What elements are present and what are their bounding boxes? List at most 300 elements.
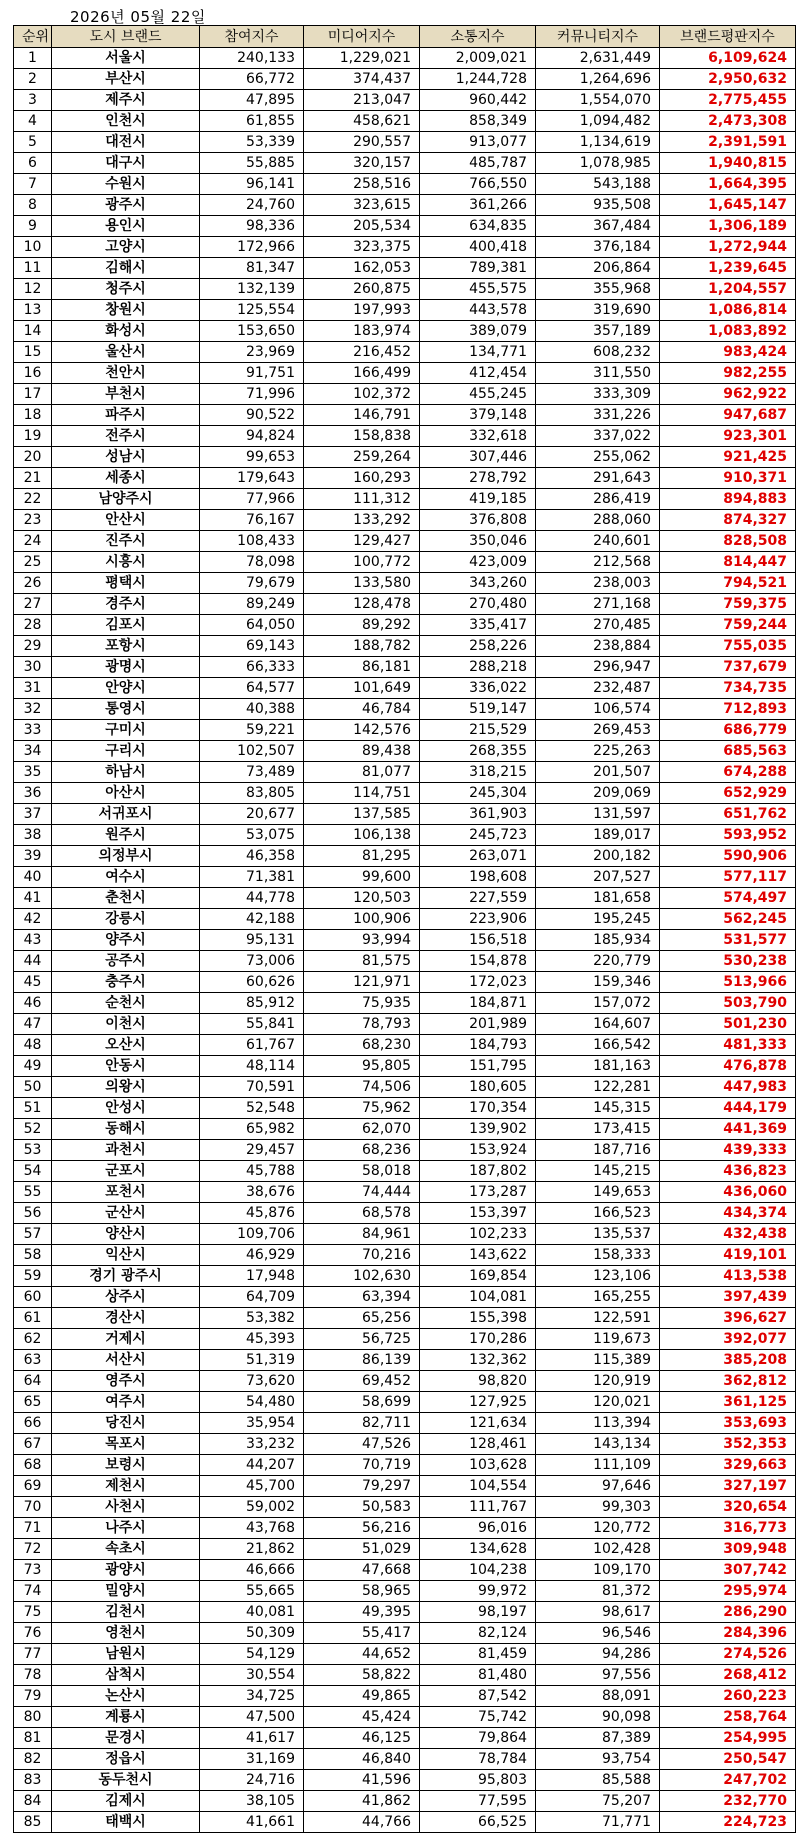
table-row (14, 405, 796, 426)
rank-cell: 69 (14, 1476, 52, 1497)
participation-cell: 44,207 (200, 1455, 304, 1476)
brand-index-cell: 284,396 (660, 1623, 796, 1644)
table-row (14, 867, 796, 888)
brand-index-cell: 712,893 (660, 699, 796, 720)
city-name-cell: 동해시 (52, 1119, 200, 1140)
table-row (14, 678, 796, 699)
community-cell: 543,188 (536, 174, 660, 195)
community-cell: 93,754 (536, 1749, 660, 1770)
media-cell: 51,029 (304, 1539, 420, 1560)
rank-cell: 17 (14, 384, 52, 405)
table-row (14, 888, 796, 909)
rank-cell: 84 (14, 1791, 52, 1812)
communication-cell: 180,605 (420, 1077, 536, 1098)
brand-index-cell: 413,538 (660, 1266, 796, 1287)
communication-cell: 102,233 (420, 1224, 536, 1245)
rank-cell: 57 (14, 1224, 52, 1245)
communication-cell: 268,355 (420, 741, 536, 762)
media-cell: 320,157 (304, 153, 420, 174)
city-name-cell: 울산시 (52, 342, 200, 363)
rank-cell: 20 (14, 447, 52, 468)
communication-cell: 288,218 (420, 657, 536, 678)
city-name-cell: 공주시 (52, 951, 200, 972)
brand-index-cell: 983,424 (660, 342, 796, 363)
table-row (14, 825, 796, 846)
community-cell: 111,109 (536, 1455, 660, 1476)
rank-cell: 58 (14, 1245, 52, 1266)
city-name-cell: 충주시 (52, 972, 200, 993)
media-cell: 70,719 (304, 1455, 420, 1476)
brand-index-cell: 501,230 (660, 1014, 796, 1035)
table-row (14, 1497, 796, 1518)
rank-cell: 79 (14, 1686, 52, 1707)
communication-cell: 127,925 (420, 1392, 536, 1413)
media-cell: 44,766 (304, 1812, 420, 1833)
brand-index-cell: 1,272,944 (660, 237, 796, 258)
community-cell: 157,072 (536, 993, 660, 1014)
community-cell: 85,588 (536, 1770, 660, 1791)
participation-cell: 90,522 (200, 405, 304, 426)
city-name-cell: 김천시 (52, 1602, 200, 1623)
table-row (14, 1140, 796, 1161)
community-cell: 109,170 (536, 1560, 660, 1581)
brand-index-cell: 2,950,632 (660, 69, 796, 90)
media-cell: 162,053 (304, 258, 420, 279)
community-cell: 255,062 (536, 447, 660, 468)
header-communication-index: 소통지수 (420, 26, 536, 48)
city-name-cell: 세종시 (52, 468, 200, 489)
participation-cell: 179,643 (200, 468, 304, 489)
brand-index-cell: 254,995 (660, 1728, 796, 1749)
city-name-cell: 광명시 (52, 657, 200, 678)
brand-index-cell: 397,439 (660, 1287, 796, 1308)
table-row (14, 1371, 796, 1392)
community-cell: 181,163 (536, 1056, 660, 1077)
brand-index-cell: 910,371 (660, 468, 796, 489)
media-cell: 50,583 (304, 1497, 420, 1518)
table-row (14, 1266, 796, 1287)
media-cell: 129,427 (304, 531, 420, 552)
city-name-cell: 태백시 (52, 1812, 200, 1833)
city-name-cell: 부산시 (52, 69, 200, 90)
brand-index-cell: 923,301 (660, 426, 796, 447)
media-cell: 100,772 (304, 552, 420, 573)
city-name-cell: 하남시 (52, 762, 200, 783)
brand-index-cell: 921,425 (660, 447, 796, 468)
table-row (14, 342, 796, 363)
communication-cell: 201,989 (420, 1014, 536, 1035)
table-row (14, 153, 796, 174)
participation-cell: 61,855 (200, 111, 304, 132)
participation-cell: 33,232 (200, 1434, 304, 1455)
media-cell: 58,965 (304, 1581, 420, 1602)
participation-cell: 30,554 (200, 1665, 304, 1686)
city-name-cell: 논산시 (52, 1686, 200, 1707)
participation-cell: 24,716 (200, 1770, 304, 1791)
city-name-cell: 사천시 (52, 1497, 200, 1518)
table-row (14, 951, 796, 972)
city-name-cell: 통영시 (52, 699, 200, 720)
table-row (14, 1770, 796, 1791)
participation-cell: 54,480 (200, 1392, 304, 1413)
community-cell: 238,003 (536, 573, 660, 594)
communication-cell: 75,742 (420, 1707, 536, 1728)
communication-cell: 82,124 (420, 1623, 536, 1644)
brand-index-cell: 759,244 (660, 615, 796, 636)
media-cell: 188,782 (304, 636, 420, 657)
media-cell: 65,256 (304, 1308, 420, 1329)
participation-cell: 40,388 (200, 699, 304, 720)
community-cell: 164,607 (536, 1014, 660, 1035)
communication-cell: 187,802 (420, 1161, 536, 1182)
table-row (14, 1665, 796, 1686)
brand-index-cell: 432,438 (660, 1224, 796, 1245)
rank-cell: 72 (14, 1539, 52, 1560)
community-cell: 1,134,619 (536, 132, 660, 153)
media-cell: 75,962 (304, 1098, 420, 1119)
community-cell: 75,207 (536, 1791, 660, 1812)
community-cell: 319,690 (536, 300, 660, 321)
table-row (14, 636, 796, 657)
media-cell: 323,615 (304, 195, 420, 216)
city-name-cell: 양산시 (52, 1224, 200, 1245)
table-row (14, 258, 796, 279)
table-row (14, 1035, 796, 1056)
city-name-cell: 파주시 (52, 405, 200, 426)
brand-index-cell: 247,702 (660, 1770, 796, 1791)
rank-cell: 68 (14, 1455, 52, 1476)
brand-index-cell: 441,369 (660, 1119, 796, 1140)
rank-cell: 14 (14, 321, 52, 342)
city-name-cell: 당진시 (52, 1413, 200, 1434)
community-cell: 159,346 (536, 972, 660, 993)
brand-index-cell: 286,290 (660, 1602, 796, 1623)
brand-index-cell: 794,521 (660, 573, 796, 594)
communication-cell: 423,009 (420, 552, 536, 573)
media-cell: 99,600 (304, 867, 420, 888)
city-name-cell: 김해시 (52, 258, 200, 279)
communication-cell: 77,595 (420, 1791, 536, 1812)
participation-cell: 94,824 (200, 426, 304, 447)
community-cell: 131,597 (536, 804, 660, 825)
header-media-index: 미디어지수 (304, 26, 420, 48)
communication-cell: 455,575 (420, 279, 536, 300)
participation-cell: 109,706 (200, 1224, 304, 1245)
brand-index-cell: 1,086,814 (660, 300, 796, 321)
brand-index-cell: 1,645,147 (660, 195, 796, 216)
table-row (14, 1056, 796, 1077)
rank-cell: 15 (14, 342, 52, 363)
brand-index-cell: 260,223 (660, 1686, 796, 1707)
communication-cell: 172,023 (420, 972, 536, 993)
header-city-brand: 도시 브랜드 (52, 26, 200, 48)
communication-cell: 143,622 (420, 1245, 536, 1266)
communication-cell: 151,795 (420, 1056, 536, 1077)
brand-index-cell: 734,735 (660, 678, 796, 699)
participation-cell: 53,075 (200, 825, 304, 846)
brand-index-cell: 1,204,557 (660, 279, 796, 300)
table-row (14, 972, 796, 993)
communication-cell: 79,864 (420, 1728, 536, 1749)
community-cell: 166,542 (536, 1035, 660, 1056)
community-cell: 200,182 (536, 846, 660, 867)
participation-cell: 47,500 (200, 1707, 304, 1728)
participation-cell: 95,131 (200, 930, 304, 951)
rank-cell: 63 (14, 1350, 52, 1371)
community-cell: 238,884 (536, 636, 660, 657)
rank-cell: 76 (14, 1623, 52, 1644)
table-row (14, 447, 796, 468)
brand-index-cell: 1,664,395 (660, 174, 796, 195)
rank-cell: 22 (14, 489, 52, 510)
media-cell: 114,751 (304, 783, 420, 804)
media-cell: 46,125 (304, 1728, 420, 1749)
community-cell: 232,487 (536, 678, 660, 699)
city-name-cell: 영천시 (52, 1623, 200, 1644)
community-cell: 145,315 (536, 1098, 660, 1119)
communication-cell: 81,480 (420, 1665, 536, 1686)
brand-index-cell: 361,125 (660, 1392, 796, 1413)
city-name-cell: 여수시 (52, 867, 200, 888)
brand-index-cell: 295,974 (660, 1581, 796, 1602)
media-cell: 70,216 (304, 1245, 420, 1266)
brand-index-cell: 258,764 (660, 1707, 796, 1728)
media-cell: 111,312 (304, 489, 420, 510)
communication-cell: 443,578 (420, 300, 536, 321)
rank-cell: 28 (14, 615, 52, 636)
media-cell: 146,791 (304, 405, 420, 426)
table-row (14, 1812, 796, 1833)
community-cell: 311,550 (536, 363, 660, 384)
participation-cell: 71,381 (200, 867, 304, 888)
table-row (14, 90, 796, 111)
brand-index-cell: 651,762 (660, 804, 796, 825)
communication-cell: 134,771 (420, 342, 536, 363)
community-cell: 106,574 (536, 699, 660, 720)
communication-cell: 154,878 (420, 951, 536, 972)
communication-cell: 336,022 (420, 678, 536, 699)
city-name-cell: 상주시 (52, 1287, 200, 1308)
participation-cell: 78,098 (200, 552, 304, 573)
brand-index-cell: 577,117 (660, 867, 796, 888)
communication-cell: 245,723 (420, 825, 536, 846)
city-name-cell: 구미시 (52, 720, 200, 741)
table-row (14, 321, 796, 342)
community-cell: 187,716 (536, 1140, 660, 1161)
rank-cell: 33 (14, 720, 52, 741)
participation-cell: 76,167 (200, 510, 304, 531)
community-cell: 81,372 (536, 1581, 660, 1602)
rank-cell: 39 (14, 846, 52, 867)
participation-cell: 73,489 (200, 762, 304, 783)
media-cell: 68,236 (304, 1140, 420, 1161)
communication-cell: 87,542 (420, 1686, 536, 1707)
media-cell: 290,557 (304, 132, 420, 153)
community-cell: 1,264,696 (536, 69, 660, 90)
community-cell: 331,226 (536, 405, 660, 426)
community-cell: 201,507 (536, 762, 660, 783)
media-cell: 128,478 (304, 594, 420, 615)
city-name-cell: 안양시 (52, 678, 200, 699)
brand-index-cell: 436,823 (660, 1161, 796, 1182)
rank-cell: 16 (14, 363, 52, 384)
rank-cell: 47 (14, 1014, 52, 1035)
rank-cell: 36 (14, 783, 52, 804)
participation-cell: 96,141 (200, 174, 304, 195)
city-name-cell: 군산시 (52, 1203, 200, 1224)
brand-index-cell: 396,627 (660, 1308, 796, 1329)
communication-cell: 400,418 (420, 237, 536, 258)
community-cell: 145,215 (536, 1161, 660, 1182)
media-cell: 56,725 (304, 1329, 420, 1350)
city-name-cell: 경산시 (52, 1308, 200, 1329)
communication-cell: 412,454 (420, 363, 536, 384)
brand-index-cell: 759,375 (660, 594, 796, 615)
city-name-cell: 시흥시 (52, 552, 200, 573)
table-row (14, 1098, 796, 1119)
rank-cell: 27 (14, 594, 52, 615)
rank-cell: 50 (14, 1077, 52, 1098)
communication-cell: 455,245 (420, 384, 536, 405)
community-cell: 97,646 (536, 1476, 660, 1497)
participation-cell: 89,249 (200, 594, 304, 615)
media-cell: 86,181 (304, 657, 420, 678)
participation-cell: 66,333 (200, 657, 304, 678)
city-name-cell: 밀양시 (52, 1581, 200, 1602)
communication-cell: 99,972 (420, 1581, 536, 1602)
participation-cell: 240,133 (200, 48, 304, 69)
media-cell: 374,437 (304, 69, 420, 90)
participation-cell: 46,666 (200, 1560, 304, 1581)
participation-cell: 108,433 (200, 531, 304, 552)
brand-index-cell: 307,742 (660, 1560, 796, 1581)
table-header-row (14, 26, 796, 48)
participation-cell: 45,788 (200, 1161, 304, 1182)
brand-index-cell: 686,779 (660, 720, 796, 741)
participation-cell: 45,700 (200, 1476, 304, 1497)
participation-cell: 73,620 (200, 1371, 304, 1392)
media-cell: 68,578 (304, 1203, 420, 1224)
brand-index-cell: 274,526 (660, 1644, 796, 1665)
communication-cell: 215,529 (420, 720, 536, 741)
communication-cell: 258,226 (420, 636, 536, 657)
table-row (14, 657, 796, 678)
media-cell: 158,838 (304, 426, 420, 447)
communication-cell: 134,628 (420, 1539, 536, 1560)
community-cell: 333,309 (536, 384, 660, 405)
participation-cell: 48,114 (200, 1056, 304, 1077)
city-name-cell: 전주시 (52, 426, 200, 447)
table-row (14, 1392, 796, 1413)
participation-cell: 54,129 (200, 1644, 304, 1665)
community-cell: 120,021 (536, 1392, 660, 1413)
communication-cell: 170,286 (420, 1329, 536, 1350)
communication-cell: 307,446 (420, 447, 536, 468)
participation-cell: 65,982 (200, 1119, 304, 1140)
media-cell: 102,630 (304, 1266, 420, 1287)
community-cell: 367,484 (536, 216, 660, 237)
rank-cell: 61 (14, 1308, 52, 1329)
participation-cell: 91,751 (200, 363, 304, 384)
media-cell: 205,534 (304, 216, 420, 237)
city-name-cell: 남원시 (52, 1644, 200, 1665)
participation-cell: 43,768 (200, 1518, 304, 1539)
rank-cell: 6 (14, 153, 52, 174)
city-name-cell: 속초시 (52, 1539, 200, 1560)
brand-index-cell: 755,035 (660, 636, 796, 657)
table-row (14, 489, 796, 510)
table-row (14, 1749, 796, 1770)
brand-index-cell: 737,679 (660, 657, 796, 678)
communication-cell: 98,820 (420, 1371, 536, 1392)
city-name-cell: 아산시 (52, 783, 200, 804)
city-name-cell: 군포시 (52, 1161, 200, 1182)
media-cell: 106,138 (304, 825, 420, 846)
brand-index-cell: 828,508 (660, 531, 796, 552)
header-rank: 순위 (14, 26, 52, 48)
city-name-cell: 삼척시 (52, 1665, 200, 1686)
table-row (14, 1518, 796, 1539)
city-name-cell: 김포시 (52, 615, 200, 636)
communication-cell: 960,442 (420, 90, 536, 111)
media-cell: 120,503 (304, 888, 420, 909)
community-cell: 115,389 (536, 1350, 660, 1371)
rank-cell: 71 (14, 1518, 52, 1539)
rank-cell: 53 (14, 1140, 52, 1161)
city-name-cell: 평택시 (52, 573, 200, 594)
city-name-cell: 광양시 (52, 1560, 200, 1581)
rank-cell: 77 (14, 1644, 52, 1665)
community-cell: 189,017 (536, 825, 660, 846)
participation-cell: 77,966 (200, 489, 304, 510)
city-name-cell: 춘천시 (52, 888, 200, 909)
media-cell: 86,139 (304, 1350, 420, 1371)
rank-cell: 67 (14, 1434, 52, 1455)
rank-cell: 64 (14, 1371, 52, 1392)
media-cell: 79,297 (304, 1476, 420, 1497)
table-row (14, 1581, 796, 1602)
communication-cell: 2,009,021 (420, 48, 536, 69)
table-row (14, 1161, 796, 1182)
participation-cell: 81,347 (200, 258, 304, 279)
participation-cell: 38,676 (200, 1182, 304, 1203)
rank-cell: 18 (14, 405, 52, 426)
city-name-cell: 김제시 (52, 1791, 200, 1812)
report-date: 2026년 05월 22일 (70, 8, 206, 26)
community-cell: 102,428 (536, 1539, 660, 1560)
city-name-cell: 보령시 (52, 1455, 200, 1476)
table-row (14, 1602, 796, 1623)
communication-cell: 389,079 (420, 321, 536, 342)
city-name-cell: 여주시 (52, 1392, 200, 1413)
communication-cell: 789,381 (420, 258, 536, 279)
participation-cell: 55,841 (200, 1014, 304, 1035)
city-name-cell: 순천시 (52, 993, 200, 1014)
city-name-cell: 정읍시 (52, 1749, 200, 1770)
rank-cell: 23 (14, 510, 52, 531)
media-cell: 74,506 (304, 1077, 420, 1098)
city-name-cell: 안성시 (52, 1098, 200, 1119)
community-cell: 195,245 (536, 909, 660, 930)
table-body (14, 48, 796, 1833)
participation-cell: 20,677 (200, 804, 304, 825)
city-name-cell: 용인시 (52, 216, 200, 237)
table-row (14, 300, 796, 321)
media-cell: 160,293 (304, 468, 420, 489)
table-row (14, 426, 796, 447)
participation-cell: 64,709 (200, 1287, 304, 1308)
participation-cell: 71,996 (200, 384, 304, 405)
